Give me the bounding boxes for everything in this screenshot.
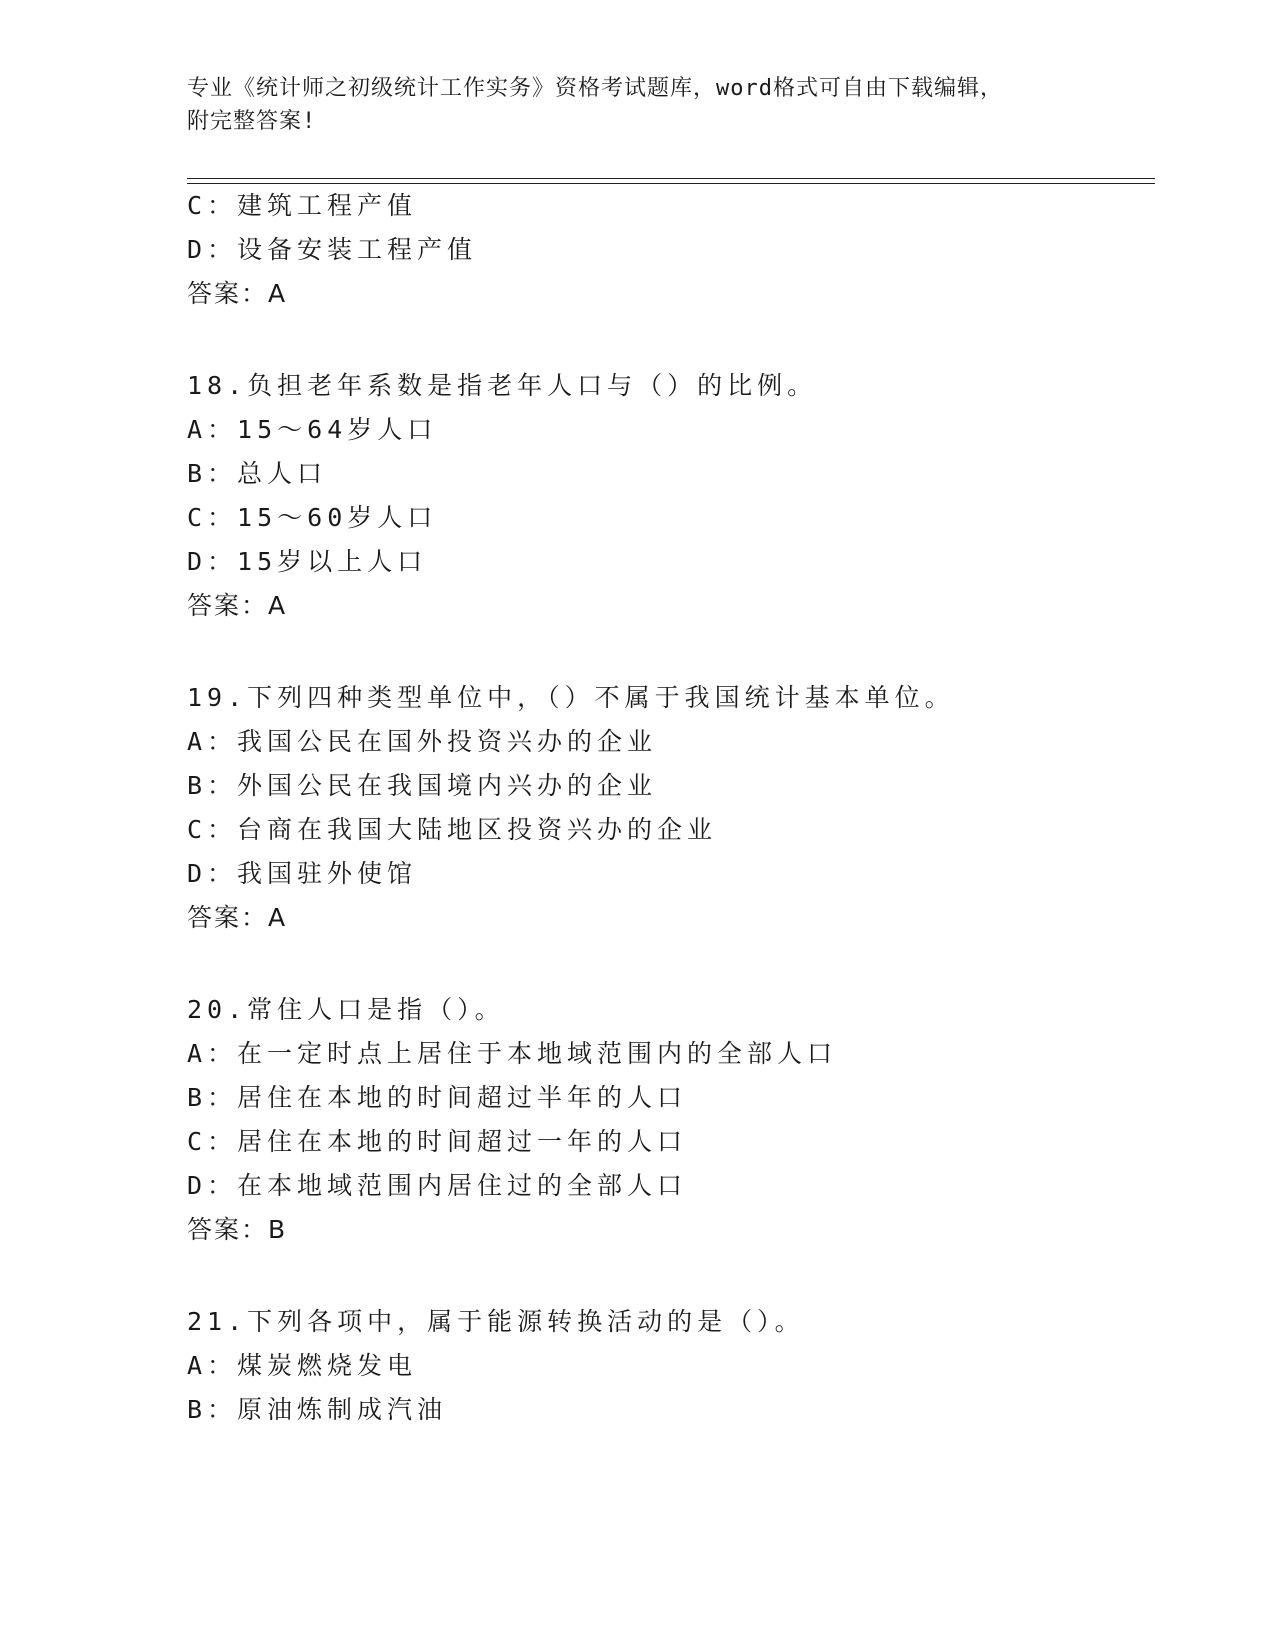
question-18-answer: 答案：A [187,591,288,620]
prev-option-d: D：设备安装工程产值 [187,235,478,264]
question-20-option-b: B：居住在本地的时间超过半年的人口 [187,1083,688,1112]
question-18-option-d: D：15岁以上人口 [187,547,428,576]
question-21-stem: 21.下列各项中，属于能源转换活动的是（）。 [187,1307,805,1336]
question-20-option-a: A：在一定时点上居住于本地域范围内的全部人口 [187,1039,838,1068]
prev-answer: 答案：A [187,279,288,308]
question-19-option-c: C：台商在我国大陆地区投资兴办的企业 [187,815,718,844]
prev-option-c: C：建筑工程产值 [187,191,418,220]
question-19-option-b: B：外国公民在我国境内兴办的企业 [187,771,658,800]
question-20-option-d: D：在本地域范围内居住过的全部人口 [187,1171,688,1200]
question-19-option-a: A：我国公民在国外投资兴办的企业 [187,727,658,756]
header-divider-top [187,178,1155,179]
header-line-1: 专业《统计师之初级统计工作实务》资格考试题库，word格式可自由下载编辑， [187,76,1003,101]
document-header [187,72,1087,138]
question-18-option-b: B：总人口 [187,459,328,488]
question-18-option-c: C：15～60岁人口 [187,503,438,532]
question-20-option-c: C：居住在本地的时间超过一年的人口 [187,1127,688,1156]
question-19-option-d: D：我国驻外使馆 [187,859,418,888]
question-21-option-b: B：原油炼制成汽油 [187,1395,448,1424]
question-21-option-a: A：煤炭燃烧发电 [187,1351,418,1380]
question-19-answer: 答案：A [187,903,288,932]
question-19-stem: 19.下列四种类型单位中，（）不属于我国统计基本单位。 [187,683,955,712]
question-20-answer: 答案：B [187,1215,288,1244]
question-18-stem: 18.负担老年系数是指老年人口与（）的比例。 [187,371,818,400]
header-line-2: 附完整答案! [187,109,317,134]
question-18-option-a: A：15～64岁人口 [187,415,438,444]
question-20-stem: 20.常住人口是指（）。 [187,995,505,1024]
header-divider-bottom [187,183,1155,184]
